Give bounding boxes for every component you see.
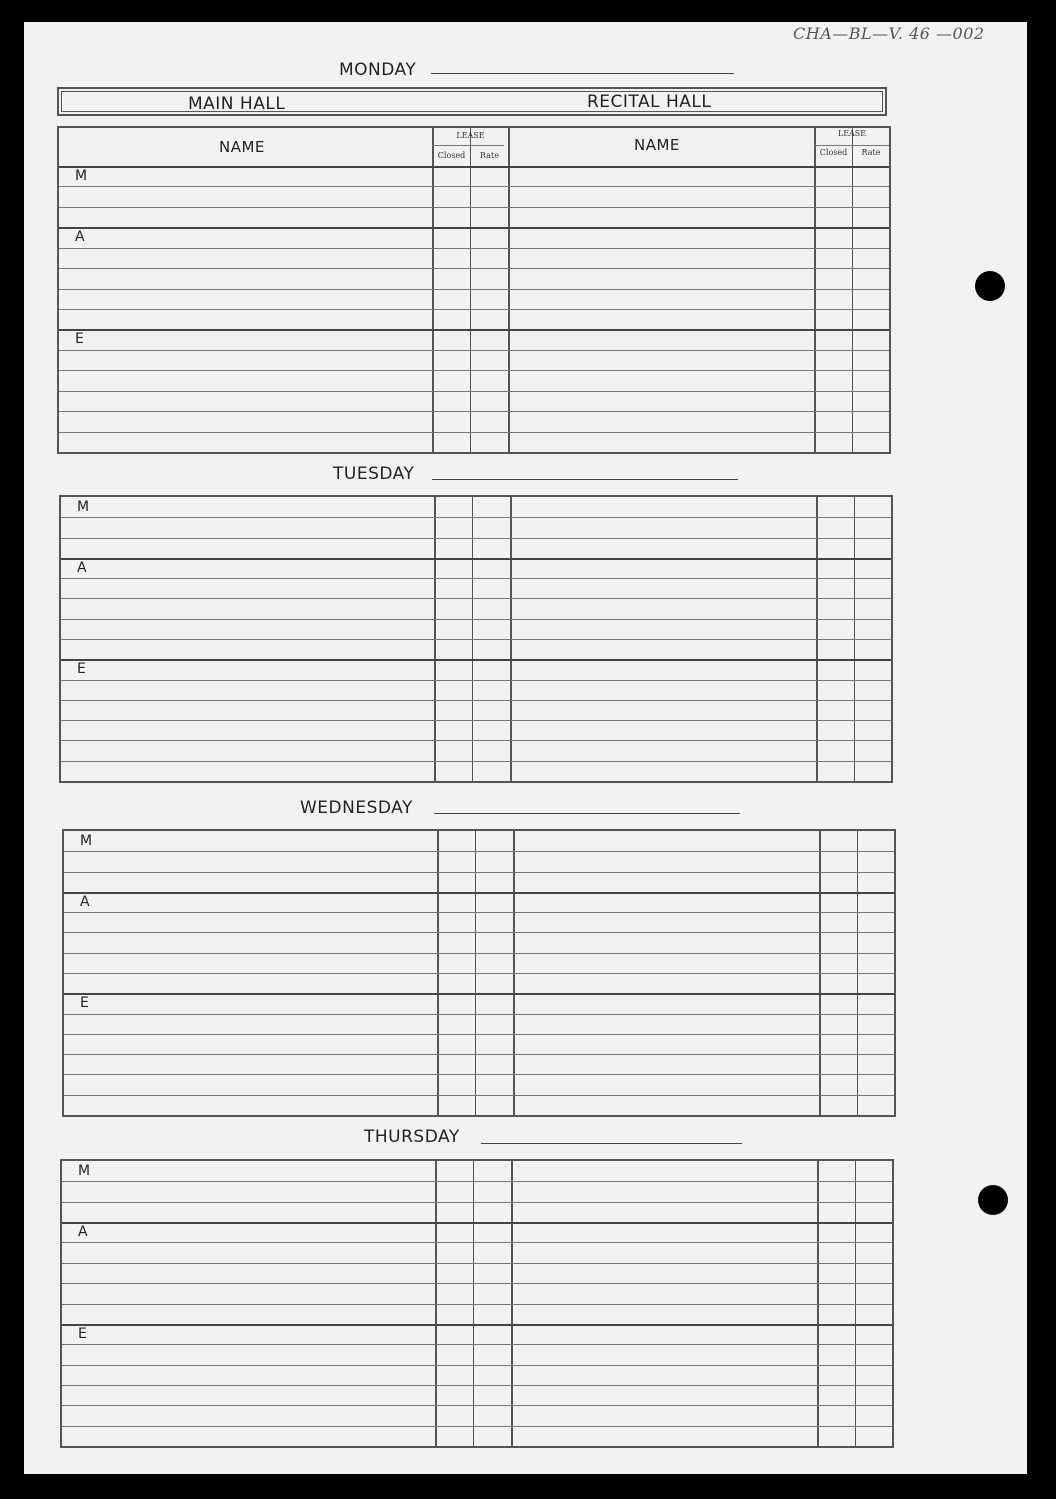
- row-divider: [64, 973, 894, 974]
- row-divider: [62, 1405, 892, 1406]
- schedule-grid-monday: [57, 126, 891, 454]
- day-label-tuesday: TUESDAY: [333, 464, 415, 484]
- row-divider: [61, 619, 891, 620]
- period-divider: [62, 1324, 892, 1326]
- row-divider: [61, 680, 891, 681]
- row-divider: [62, 1202, 892, 1203]
- row-divider: [59, 268, 889, 269]
- period-label-afternoon: A: [80, 893, 90, 910]
- row-divider: [64, 851, 894, 852]
- day-date-line-tuesday[interactable]: [432, 479, 738, 480]
- row-divider: [62, 1181, 892, 1182]
- period-label-afternoon: A: [78, 1224, 88, 1241]
- lease-subheader-divider: [814, 145, 889, 146]
- row-divider: [64, 912, 894, 913]
- schedule-grid-wednesday: [62, 829, 896, 1117]
- row-divider: [64, 872, 894, 873]
- row-divider: [64, 932, 894, 933]
- period-label-afternoon: A: [77, 559, 87, 576]
- row-divider: [64, 1095, 894, 1096]
- grid-column-divider: [508, 128, 510, 452]
- name-header-recital: NAME: [634, 136, 680, 154]
- closed-header-recital: Closed: [819, 148, 848, 157]
- row-divider: [59, 248, 889, 249]
- lease-header-main: LEASE: [456, 131, 485, 140]
- day-date-line-wednesday[interactable]: [434, 813, 740, 814]
- period-label-morning: M: [80, 833, 93, 849]
- recital-hall-title: RECITAL HALL: [587, 92, 712, 112]
- period-label-morning: M: [75, 168, 88, 184]
- row-divider: [61, 517, 891, 518]
- schedule-grid-tuesday: [59, 495, 893, 783]
- period-divider: [59, 329, 889, 331]
- period-label-evening: E: [77, 661, 86, 678]
- period-label-evening: E: [75, 331, 84, 348]
- row-divider: [62, 1263, 892, 1264]
- row-divider: [62, 1365, 892, 1366]
- period-divider: [61, 659, 891, 661]
- period-divider: [64, 993, 894, 995]
- row-divider: [64, 1054, 894, 1055]
- row-divider: [62, 1283, 892, 1284]
- day-label-monday: MONDAY: [339, 60, 417, 80]
- row-divider: [61, 598, 891, 599]
- row-divider: [64, 1034, 894, 1035]
- header-divider: [59, 166, 889, 168]
- row-divider: [62, 1385, 892, 1386]
- lease-header-recital: LEASE: [837, 129, 867, 138]
- row-divider: [59, 207, 889, 208]
- period-divider: [59, 227, 889, 229]
- row-divider: [62, 1304, 892, 1305]
- row-divider: [62, 1242, 892, 1243]
- lease-subheader-divider: [432, 145, 504, 146]
- grid-column-divider: [852, 128, 853, 452]
- day-date-line-monday[interactable]: [431, 73, 734, 74]
- grid-column-divider: [470, 128, 471, 452]
- row-divider: [61, 538, 891, 539]
- schedule-grid-thursday: [60, 1159, 894, 1448]
- period-divider: [62, 1222, 892, 1224]
- row-divider: [59, 309, 889, 310]
- row-divider: [61, 578, 891, 579]
- day-date-line-thursday[interactable]: [481, 1143, 742, 1144]
- main-hall-title: MAIN HALL: [188, 94, 286, 114]
- row-divider: [59, 289, 889, 290]
- row-divider: [61, 761, 891, 762]
- row-divider: [59, 411, 889, 412]
- period-divider: [61, 558, 891, 560]
- day-label-thursday: THURSDAY: [364, 1127, 460, 1147]
- day-label-wednesday: WEDNESDAY: [300, 798, 413, 818]
- closed-header-main: Closed: [437, 151, 466, 160]
- period-label-evening: E: [78, 1325, 87, 1342]
- row-divider: [62, 1426, 892, 1427]
- period-divider: [64, 892, 894, 894]
- grid-column-divider: [432, 128, 434, 452]
- row-divider: [64, 953, 894, 954]
- grid-column-divider: [814, 128, 816, 452]
- row-divider: [59, 370, 889, 371]
- row-divider: [64, 1074, 894, 1075]
- row-divider: [62, 1344, 892, 1345]
- archive-annotation: CHA—BL—V. 46 —002: [793, 24, 985, 43]
- rate-header-recital: Rate: [861, 148, 881, 157]
- punch-hole-top: [975, 271, 1005, 301]
- row-divider: [59, 186, 889, 187]
- period-label-afternoon: A: [75, 229, 85, 246]
- punch-hole-bottom: [978, 1185, 1008, 1215]
- period-label-evening: E: [80, 995, 89, 1012]
- period-label-morning: M: [77, 499, 90, 515]
- period-label-morning: M: [78, 1163, 91, 1179]
- row-divider: [61, 720, 891, 721]
- row-divider: [59, 432, 889, 433]
- row-divider: [64, 1014, 894, 1015]
- hall-header-bar: [57, 87, 887, 116]
- row-divider: [59, 391, 889, 392]
- row-divider: [61, 639, 891, 640]
- row-divider: [59, 350, 889, 351]
- name-header-main: NAME: [219, 138, 265, 156]
- row-divider: [61, 740, 891, 741]
- rate-header-main: Rate: [480, 151, 499, 160]
- row-divider: [61, 700, 891, 701]
